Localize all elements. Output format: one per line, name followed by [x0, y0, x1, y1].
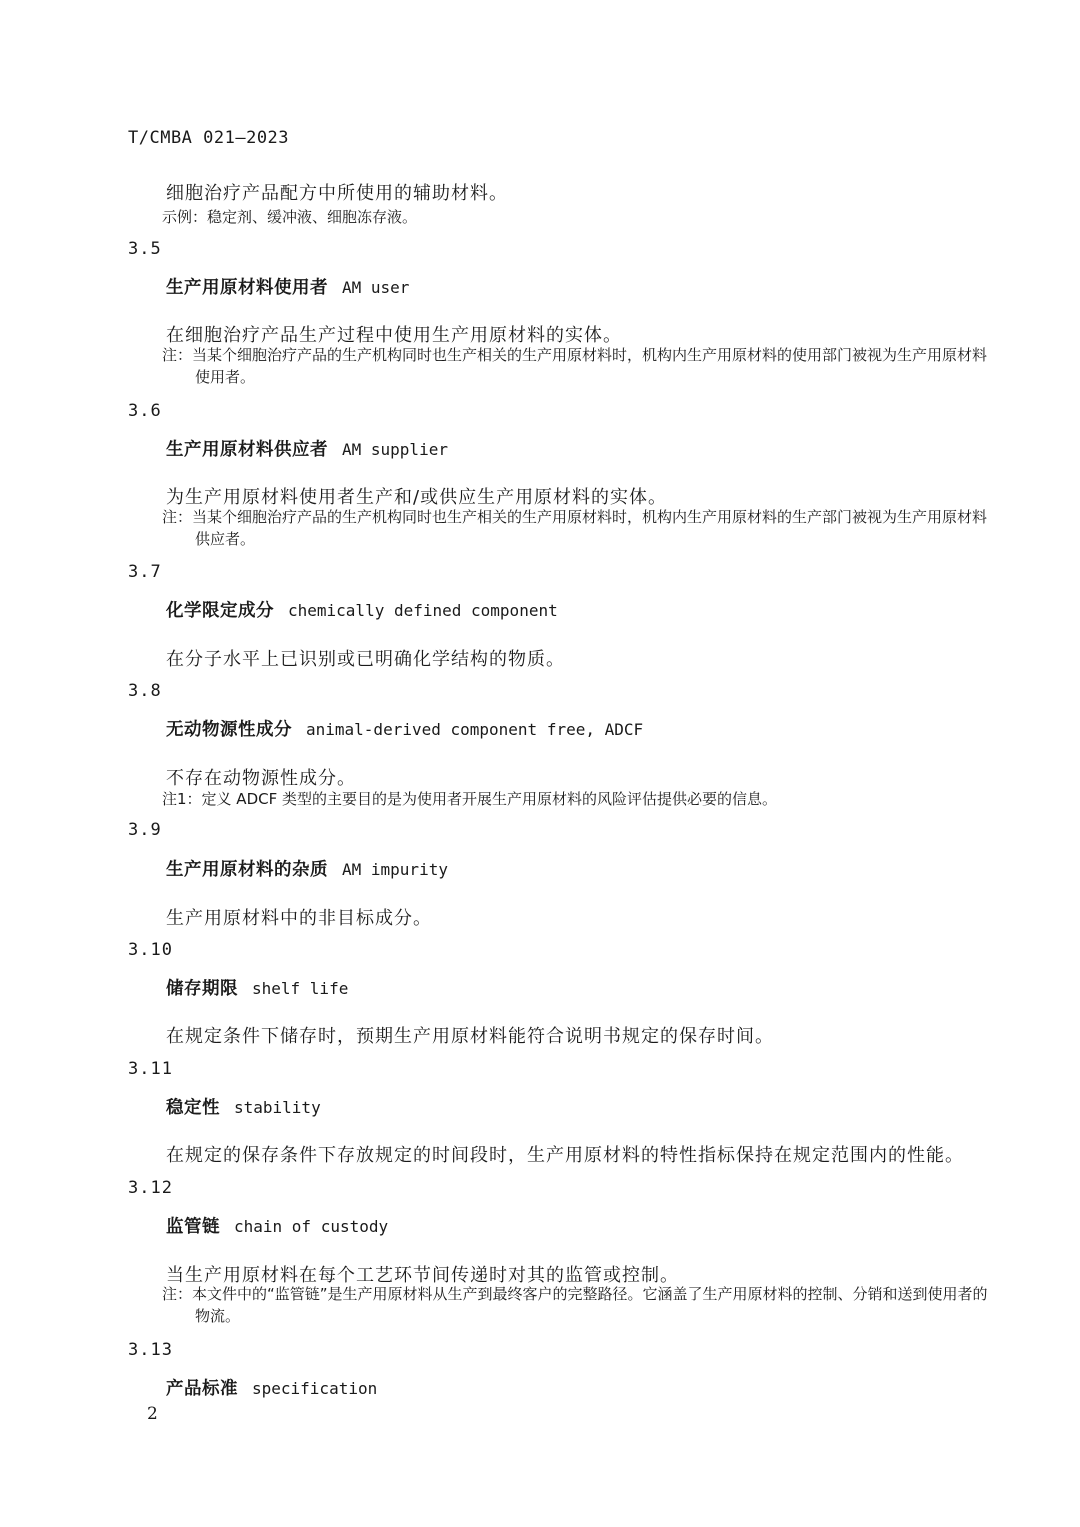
clause-number: 3.13 [128, 1340, 173, 1360]
term-heading [166, 274, 409, 299]
term-cn: 无动物源性成分 [166, 720, 292, 740]
clause-number: 3.12 [128, 1178, 173, 1198]
term-note: 注：本文件中的“监管链”是生产用原材料从生产到最终客户的完整路径。它涵盖了生产用原材料的控制、分销和送到使用者的物流。 [162, 1285, 988, 1325]
document-id: T/CMBA 021—2023 [128, 128, 290, 148]
term-heading [166, 856, 448, 881]
term-en: stability [234, 1098, 321, 1117]
term-definition: 生产用原材料中的非目标成分。 [166, 908, 432, 929]
term-cn: 化学限定成分 [166, 601, 274, 621]
term-cn: 生产用原材料供应者 [166, 440, 328, 460]
term-note: 注1：定义 ADCF 类型的主要目的是为使用者开展生产用原材料的风险评估提供必要的信息。 [162, 790, 777, 808]
term-cn: 监管链 [166, 1217, 220, 1237]
clause-number: 3.9 [128, 820, 162, 840]
term-definition: 在分子水平上已识别或已明确化学结构的物质。 [166, 649, 565, 670]
term-heading [166, 597, 558, 622]
term-en: AM supplier [342, 440, 448, 459]
clause-number: 3.5 [128, 239, 162, 259]
clause-number: 3.8 [128, 681, 162, 701]
term-cn: 稳定性 [166, 1098, 220, 1118]
clause-number: 3.10 [128, 940, 173, 960]
term-definition: 在规定条件下储存时，预期生产用原材料能符合说明书规定的保存时间。 [166, 1026, 774, 1047]
clause-number: 3.7 [128, 562, 162, 582]
term-heading [166, 1213, 388, 1238]
term-en: chemically defined component [288, 601, 558, 620]
term-definition: 在细胞治疗产品生产过程中使用生产用原材料的实体。 [166, 325, 622, 346]
term-note: 注：当某个细胞治疗产品的生产机构同时也生产相关的生产用原材料时，机构内生产用原材料的生产部门被视为生产用原材料供应者。 [162, 508, 988, 548]
clause-number: 3.6 [128, 401, 162, 421]
term-definition: 不存在动物源性成分。 [166, 768, 356, 789]
term-en: chain of custody [234, 1217, 389, 1236]
term-en: AM impurity [342, 860, 448, 879]
term-heading [166, 1094, 321, 1119]
term-definition: 当生产用原材料在每个工艺环节间传递时对其的监管或控制。 [166, 1265, 679, 1286]
term-note: 注：当某个细胞治疗产品的生产机构同时也生产相关的生产用原材料时，机构内生产用原材料的使用部门被视为生产用原材料使用者。 [162, 346, 988, 386]
term-heading [166, 436, 448, 461]
term-en: shelf life [252, 979, 349, 998]
term-en: animal-derived component free, ADCF [306, 720, 644, 739]
term-heading [166, 716, 643, 741]
intro-definition: 细胞治疗产品配方中所使用的辅助材料。 [166, 183, 508, 204]
page-number: 2 [147, 1404, 158, 1424]
term-cn: 生产用原材料使用者 [166, 278, 328, 298]
term-cn: 产品标准 [166, 1379, 238, 1399]
term-definition: 为生产用原材料使用者生产和/或供应生产用原材料的实体。 [166, 487, 668, 508]
term-definition: 在规定的保存条件下存放规定的时间段时，生产用原材料的特性指标保持在规定范围内的性能。 [166, 1145, 964, 1166]
term-en: AM user [342, 278, 410, 297]
term-heading [166, 975, 348, 1000]
term-en: specification [252, 1379, 378, 1398]
term-cn: 储存期限 [166, 979, 238, 999]
term-cn: 生产用原材料的杂质 [166, 860, 328, 880]
clause-number: 3.11 [128, 1059, 173, 1079]
term-heading [166, 1375, 377, 1400]
intro-example: 示例：稳定剂、缓冲液、细胞冻存液。 [162, 208, 418, 226]
